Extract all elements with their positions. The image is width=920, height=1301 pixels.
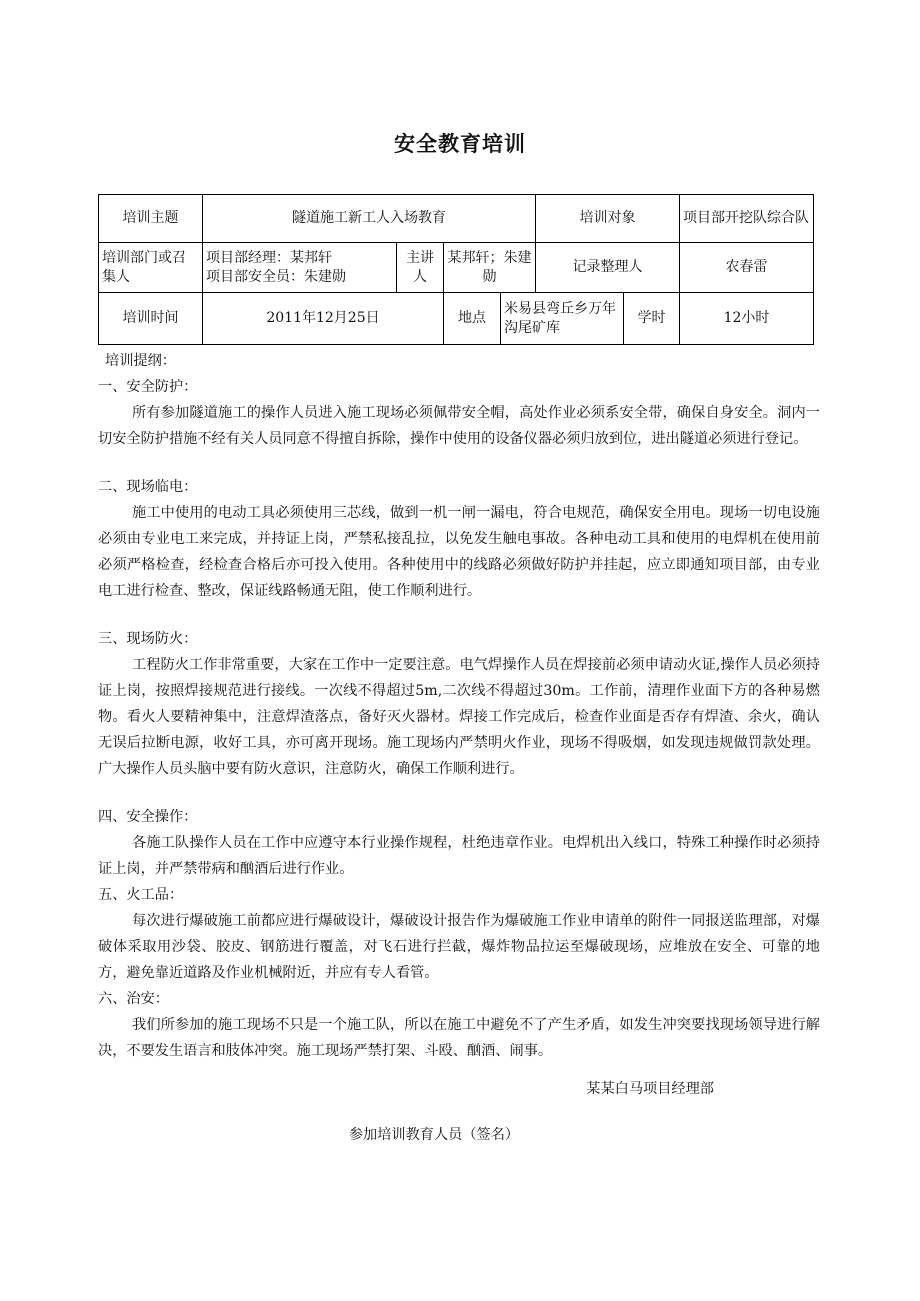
department-manager: 项目部经理：某邦轩 (206, 249, 332, 266)
table-row-department (99, 243, 814, 293)
topic-label: 培训主题 (99, 195, 203, 243)
section-heading: 六、治安： (98, 991, 169, 1007)
section-paragraph: 施工中使用的电动工具必须使用三芯线，做到一机一闸一漏电，符合电规范，确保安全用电。现场一切电设施必须由专业电工来完成，并持证上岗，严禁私接乱拉，以免发生触电事故。各种电动工具和使用的电焊机在使用前必须严格检查，经检查合格后亦可投入使用。各种使用中的线路必须做好防护并挂起，应立即通知项目部，由专业电工进行检查、整改，保证线路畅通无阻，使工作顺利进行。 (98, 505, 820, 599)
training-outline (98, 348, 820, 1148)
hours-value: 12小时 (680, 293, 814, 345)
signature-organization: 某某白马项目经理部 (586, 1081, 714, 1097)
recorder-label: 记录整理人 (536, 243, 680, 293)
section-paragraph: 各施工队操作人员在工作中应遵守本行业操作规程，杜绝违章作业。电焊机出入线口，特殊工种操作时必须持证上岗，并严禁带病和酗酒后进行作业。 (98, 835, 820, 877)
section-heading: 一、安全防护： (98, 379, 198, 395)
target-value: 项目部开挖队综合队 (680, 195, 814, 243)
training-info-table (98, 194, 814, 345)
table-row-time (99, 293, 814, 345)
place-value: 米易县弯丘乡万年沟尾矿库 (501, 293, 624, 345)
time-label: 培训时间 (99, 293, 203, 345)
section-paragraph: 我们所参加的施工现场不只是一个施工队，所以在施工中避免不了产生矛盾，如发生冲突要找现场领导进行解决，不要发生语言和肢体冲突。施工现场严禁打架、斗殴、酗酒、闹事。 (98, 1017, 820, 1059)
department-label: 培训部门或召集人 (99, 243, 203, 293)
lecturer-label: 主讲人 (397, 243, 444, 293)
section-paragraph: 所有参加隧道施工的操作人员进入施工现场必须佩带安全帽，高处作业必须系安全带，确保自身安全。洞内一切安全防护措施不经有关人员同意不得擅自拆除，操作中使用的设备仪器必须归放到位，进出隧道必须进行登记。 (98, 405, 820, 447)
department-safety-officer: 项目部安全员：朱建勋 (206, 268, 346, 285)
lecturer-value: 某邦轩；朱建勋 (444, 243, 536, 293)
target-label: 培训对象 (536, 195, 680, 243)
recorder-value: 农春雷 (680, 243, 814, 293)
place-label: 地点 (444, 293, 501, 345)
section-heading: 四、安全操作： (98, 809, 198, 825)
document-title: 安全教育培训 (394, 132, 526, 156)
section-heading: 三、现场防火： (98, 631, 198, 647)
section-paragraph: 每次进行爆破施工前都应进行爆破设计，爆破设计报告作为爆破施工作业申请单的附件一同报送监理部，对爆破体采取用沙袋、胶皮、钢筋进行覆盖，对飞石进行拦截，爆炸物品拉运至爆破现场，应堆放在安全、可靠的地方，避免靠近道路及作业机械附近，并应有专人看管。 (98, 913, 820, 981)
table-row-topic (99, 195, 814, 243)
time-value: 2011年12月25日 (203, 293, 444, 345)
outline-label: 培训提纲： (105, 353, 176, 369)
section-heading: 二、现场临电： (98, 479, 198, 495)
hours-label: 学时 (624, 293, 680, 345)
department-value (203, 243, 397, 293)
topic-value: 隧道施工新工人入场教育 (203, 195, 536, 243)
section-paragraph: 工程防火工作非常重要，大家在工作中一定要注意。电气焊操作人员在焊接前必须申请动火证,操作人员必须持证上岗，按照焊接规范进行接线。一次线不得超过5m,二次线不得超过30m。工作前，清理作业面下方的各种易燃物。看火人要精神集中，注意焊渣落点，备好灭火器材。焊接工作完成后，检查作业面是否存有焊渣、余火，确认无误后拉断电源，收好工具，亦可离开现场。施工现场内严禁明火作业，现场不得吸烟，如发现违规做罚款处理。广大操作人员头脑中要有防火意识，注意防火，确保工作顺利进行。 (98, 657, 820, 777)
section-heading: 五、火工品： (98, 887, 184, 903)
attendees-signature-label: 参加培训教育人员（签名） (348, 1127, 520, 1143)
